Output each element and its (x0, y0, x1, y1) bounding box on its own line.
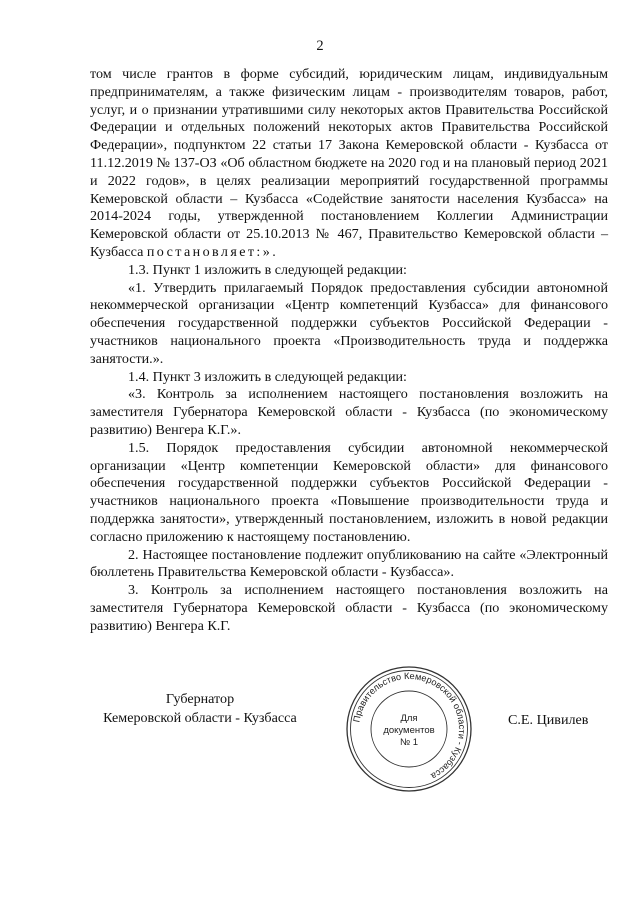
official-stamp (344, 664, 474, 794)
document-body (90, 66, 608, 636)
paragraph-2: 2. Настоящее постановление подлежит опубликованию на сайте «Электронный бюллетень Правительства Кемеровской области - Кузбасса». (90, 546, 608, 581)
position-title: Губернатор (165, 691, 235, 707)
paragraph-item-1: «1. Утвердить прилагаемый Порядок предоставления субсидии автономной некоммерческой организации «Центр компетенций Кузбасса» для финансового обеспечения государственной поддержки субъектов Российской Федерации - участников национального проекта «Производительность труда и поддержка занятости.». (90, 279, 608, 367)
paragraph-1-3: 1.3. Пункт 1 изложить в следующей редакции: (128, 261, 407, 278)
position-region: Кемеровской области - Кузбасса (103, 710, 297, 726)
page-number: 2 (316, 38, 324, 54)
paragraph-continuation (90, 66, 608, 262)
paragraph-text: том числе грантов в форме субсидий, юридическим лицам, индивидуальным предпринимателям, а также физическим лицам - производителям товаров, работ, услуг, и о признании утратившими силу некоторых актов Правительства Российской Федерации и отдельных положений некоторых актов Правительства Российской Федерации», подпунктом 22 статьи 17 Закона Кемеровской области - Кузбасса от 11.12.2019 № 137-ОЗ «Об областном бюджете на 2020 год и на плановый период 2021 и 2022 годов», в целях реализации мероприятий государственной программы Кемеровской области – Кузбасса «Содействие занятости населения Кузбасса» на 2014-2024 годы, утвержденной постановлением Коллегии Администрации Кемеровской области от 25.10.2013 № 467, Правительство Кемеровской области – Кузбасса (90, 66, 608, 260)
stamp-center-line-1: Для (400, 713, 418, 724)
signature-position (90, 690, 310, 728)
stamp-center-line-2: документов (383, 725, 435, 736)
paragraph-item-3: «3. Контроль за исполнением настоящего постановления возложить на заместителя Губернатора Кемеровской области - Кузбасса (по экономическому развитию) Венгера К.Г.». (90, 386, 608, 438)
stamp-ring-text: Правительство Кемеровской области - Кузбасса (351, 670, 468, 782)
paragraph-3: 3. Контроль за исполнением настоящего постановления возложить на заместителя Губернатора Кемеровской области - Кузбасса (по экономическому развитию) Венгера К.Г. (90, 582, 608, 634)
stamp-center-line-3: № 1 (399, 737, 419, 748)
signatory-name: С.Е. Цивилев (508, 712, 589, 728)
paragraph-1-4: 1.4. Пункт 3 изложить в следующей редакции: (128, 368, 407, 385)
spaced-word: постановляет:». (146, 243, 279, 260)
paragraph-1-5: 1.5. Порядок предоставления субсидии автономной некоммерческой организации «Центр компетенции Кемеровской области» для финансового обеспечения государственной поддержки субъектов Российской Федерации - участников национального проекта «Повышение производительности труда и поддержка занятости», утвержденный постановлением, изложить в новой редакции согласно приложению к настоящему постановлению. (90, 439, 608, 545)
